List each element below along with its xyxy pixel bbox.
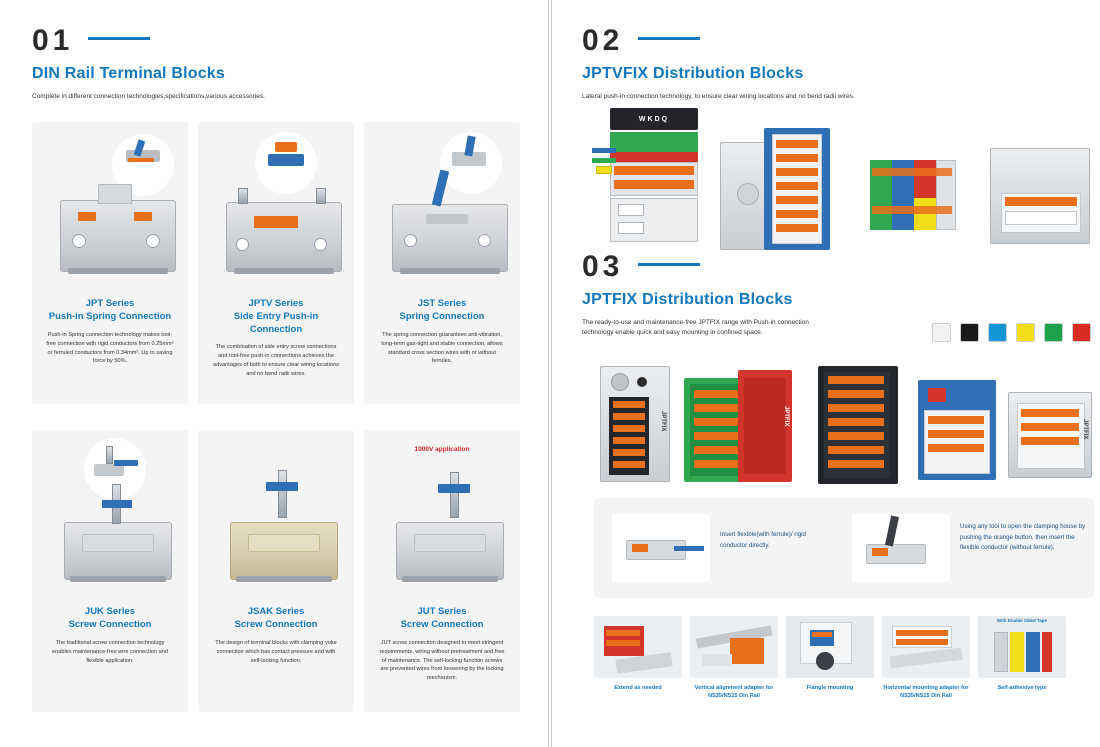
din-rail-foot xyxy=(402,576,498,582)
marker-label xyxy=(618,222,644,234)
callout-screw xyxy=(106,446,113,464)
right-column xyxy=(552,0,1100,747)
push-button-row xyxy=(606,640,640,646)
orange-terminal xyxy=(730,638,764,664)
module-red xyxy=(1042,632,1052,672)
callout-spring xyxy=(128,158,154,162)
section-rule xyxy=(638,37,700,40)
product-description: The spring connection guarantees anti-vibration, long-term gas-tight and stable connection, allows standard cross section wires with or without ferrules. xyxy=(381,331,503,365)
din-rail-foot xyxy=(70,576,166,582)
product-name: JSAK Series xyxy=(247,606,305,617)
callout-button xyxy=(275,142,297,152)
section-number: 02 xyxy=(582,24,624,57)
detail-callout-circle xyxy=(255,132,317,194)
green-block xyxy=(610,132,698,152)
jptfix-product-6 xyxy=(1008,392,1092,478)
wire-blue xyxy=(592,148,616,153)
terminal-window xyxy=(248,534,320,552)
knob xyxy=(816,652,834,670)
mounting-hole xyxy=(611,373,629,391)
swatch-red[interactable] xyxy=(1072,323,1091,342)
product-illustration xyxy=(374,438,510,606)
product-card[interactable] xyxy=(364,122,520,404)
jptvfix-product-4 xyxy=(990,148,1090,244)
screwdriver-shaft xyxy=(450,472,459,518)
detail-callout-circle xyxy=(440,132,502,194)
push-button-row xyxy=(828,376,884,384)
push-button-row xyxy=(613,401,645,408)
swatch-white[interactable] xyxy=(932,323,951,342)
section-01-header xyxy=(32,26,265,102)
push-button-row xyxy=(694,404,742,412)
conductor-hole xyxy=(478,234,491,247)
product-subname: Side Entry Push-in Connection xyxy=(233,310,319,335)
callout-body xyxy=(268,154,304,166)
conductor-hole xyxy=(146,234,160,248)
product-illustration xyxy=(208,130,344,298)
push-button xyxy=(78,212,96,221)
module-blue xyxy=(1026,632,1040,672)
section-subtitle: The ready-to-use and maintenance-free JPTFIX range with Push-in connection technology enable quick and easy mounting in confined space. xyxy=(582,319,809,337)
callout-wire xyxy=(114,460,138,466)
mounting-hole xyxy=(737,183,759,205)
din-rail-foot xyxy=(68,268,168,274)
voltage-badge: 1000V application xyxy=(414,446,470,453)
jptfix-product-1 xyxy=(600,366,670,482)
conductor-hole xyxy=(314,238,327,251)
jptvfix-product-2 xyxy=(764,128,830,250)
marker-strip xyxy=(1005,211,1077,225)
red-block xyxy=(610,152,698,162)
accessory-image xyxy=(690,616,778,678)
accessory-caption: Extend as needed xyxy=(614,685,662,691)
color-swatch-row xyxy=(932,323,1091,342)
product-illustration xyxy=(208,438,344,606)
push-button-row xyxy=(828,404,884,412)
section-title: JPTVFIX Distribution Blocks xyxy=(582,65,804,82)
product-illustration xyxy=(42,130,178,298)
yellow-module xyxy=(914,198,936,230)
swatch-green[interactable] xyxy=(1044,323,1063,342)
instruction-image-2 xyxy=(852,514,950,582)
jptvfix-product-1 xyxy=(592,108,702,248)
jptfix-product-5 xyxy=(918,380,996,480)
push-button-row xyxy=(928,430,984,438)
push-button-row xyxy=(812,632,832,637)
push-button-row xyxy=(828,446,884,454)
red-module xyxy=(914,160,936,198)
side-label: JPTFIX xyxy=(660,411,666,432)
tape-note: With Double Sided Tape xyxy=(997,618,1047,623)
brand-label: WKDQ xyxy=(610,108,698,130)
push-button-row xyxy=(1005,197,1077,206)
product-subname: Screw Connection xyxy=(234,618,318,630)
section-rule xyxy=(638,263,700,266)
screwdriver-shaft xyxy=(278,470,287,518)
section-03-header xyxy=(582,252,827,338)
push-button-row xyxy=(776,182,818,190)
push-button-row xyxy=(694,446,742,454)
terminal-body xyxy=(226,202,342,272)
push-button-row xyxy=(776,154,818,162)
swatch-yellow[interactable] xyxy=(1016,323,1035,342)
push-button-row xyxy=(776,196,818,204)
product-description: JUT screw connection designed to meet stringent requirements, wiring without pretreatment and free of maintenance. The self-locking function screws are prevented wires from loosening by the locking mechanism. xyxy=(379,639,505,682)
accessory-image xyxy=(882,616,970,678)
push-button-row xyxy=(613,413,645,420)
instruction-text-1: Insert flexible(with ferrule)/ rigid conductor directly. xyxy=(720,531,806,549)
product-card[interactable] xyxy=(32,430,188,712)
section-title: DIN Rail Terminal Blocks xyxy=(32,65,226,82)
push-button-row xyxy=(1021,423,1079,431)
product-subname: Screw Connection xyxy=(400,618,484,630)
accessory-item[interactable] xyxy=(786,616,874,701)
section-number: 03 xyxy=(582,250,624,283)
tool-grip xyxy=(102,500,132,508)
push-button-row xyxy=(694,418,742,426)
push-button-row xyxy=(928,416,984,424)
accessory-item[interactable] xyxy=(978,616,1066,701)
spring-slot xyxy=(426,214,468,224)
push-button-row xyxy=(828,460,884,468)
push-button xyxy=(872,548,888,556)
product-card[interactable] xyxy=(198,122,354,404)
swatch-blue[interactable] xyxy=(988,323,1007,342)
conductor-hole xyxy=(236,238,249,251)
accessory-row xyxy=(594,616,1066,701)
indicator-dot xyxy=(637,377,647,387)
din-rail-foot xyxy=(400,268,500,274)
product-illustration xyxy=(374,130,510,298)
section-02-header xyxy=(582,26,855,102)
push-button-row xyxy=(828,390,884,398)
push-button xyxy=(254,216,298,228)
push-button-row xyxy=(694,432,742,440)
product-card[interactable] xyxy=(32,122,188,404)
screwdriver xyxy=(432,169,449,206)
product-name: JUT Series xyxy=(417,606,467,617)
section-title: JPTFIX Distribution Blocks xyxy=(582,291,793,308)
push-button-row xyxy=(613,437,645,444)
product-subname: Screw Connection xyxy=(68,618,152,630)
accessory-caption: Flangle mounting xyxy=(806,685,854,691)
product-name: JPT Series xyxy=(85,298,135,309)
push-button-row xyxy=(928,444,984,452)
push-button xyxy=(632,544,648,552)
product-description: Push-in Spring connection technology makes tool-free connection with rigid conductors from 0.25mm² or ferruled conductors from 0.34mm². Up to saving force by 50%. xyxy=(46,331,174,365)
product-description: The design of terminal blocks with clamping yoke connection which has contact pressure and with self-locking function. xyxy=(215,639,337,664)
accessory-item[interactable] xyxy=(594,616,682,701)
screw-head xyxy=(238,188,248,204)
wire-green xyxy=(592,158,616,163)
push-button-row xyxy=(896,630,948,636)
jptfix-product-3 xyxy=(738,370,792,482)
product-subname: Push-in Spring Connection xyxy=(48,310,172,322)
product-name: JPTV Series xyxy=(248,298,304,309)
module-yellow xyxy=(1010,632,1024,672)
push-button-row xyxy=(1021,437,1079,445)
product-card[interactable] xyxy=(364,430,520,712)
product-card-row-1 xyxy=(32,122,520,404)
tool-tip xyxy=(885,515,899,546)
terminal-face xyxy=(744,378,786,474)
marker-label xyxy=(618,204,644,216)
tool-grip xyxy=(438,484,470,493)
screw-head xyxy=(316,188,326,204)
left-column xyxy=(0,0,548,747)
product-description: The traditional screw connection technology enables maintenance-free wire connection and flexible application. xyxy=(52,639,168,664)
push-button-row xyxy=(828,432,884,440)
conductor-hole xyxy=(72,234,86,248)
push-button-row xyxy=(776,224,818,232)
push-button-row xyxy=(896,639,948,645)
product-illustration xyxy=(42,438,178,606)
instruction-text-2: Using any tool to open the clamping house by pushing the orange button, then insert the flexible conductor (without ferrule). xyxy=(960,523,1086,552)
push-button-row xyxy=(872,168,952,176)
adapter xyxy=(702,654,732,666)
push-button-row xyxy=(613,425,645,432)
din-rail xyxy=(890,648,963,669)
product-name: JUK Series xyxy=(84,606,136,617)
product-description: The combination of side entry screw connections and tool-free push-in connections achieves the advantages of both to ensure clear wiring locations and no bend radii wires. xyxy=(213,344,339,378)
jptfix-product-4 xyxy=(818,366,898,484)
push-button-row xyxy=(828,418,884,426)
accessory-item[interactable] xyxy=(882,616,970,701)
terminal-window xyxy=(82,534,154,552)
jptvfix-product-3 xyxy=(870,160,958,242)
terminal-top xyxy=(98,184,132,204)
push-button-row xyxy=(614,166,694,175)
product-card[interactable] xyxy=(198,430,354,712)
ferrule xyxy=(596,166,612,174)
conductor xyxy=(674,546,704,551)
instructions-panel xyxy=(594,498,1094,598)
module xyxy=(994,632,1008,672)
instruction-image-1 xyxy=(612,514,710,582)
din-rail-foot xyxy=(234,268,334,274)
push-button-row xyxy=(613,461,645,468)
section-rule xyxy=(88,37,150,40)
push-button-row xyxy=(1021,409,1079,417)
push-button-row xyxy=(776,168,818,176)
push-button-row xyxy=(606,630,640,636)
terminal-window xyxy=(414,534,486,552)
product-card-row-2 xyxy=(32,430,520,712)
section-subtitle: Complete in different connection technologies,specifications,various accessories. xyxy=(32,93,265,100)
red-marker xyxy=(928,388,946,402)
side-label: JPTFIX xyxy=(783,406,789,427)
product-subname: Spring Connection xyxy=(399,310,485,322)
push-button-row xyxy=(694,460,742,468)
swatch-black[interactable] xyxy=(960,323,979,342)
section-subtitle: Lateral push-in connection technology, to ensure clear wiring locations and no bend radii wires. xyxy=(582,93,855,100)
tool-grip xyxy=(266,482,298,491)
section-number: 01 xyxy=(32,24,74,57)
push-button-row xyxy=(776,210,818,218)
push-button-row xyxy=(872,206,952,214)
side-label: JPTFIX xyxy=(1082,419,1088,440)
push-button-row xyxy=(776,140,818,148)
accessory-image xyxy=(978,616,1066,678)
product-name: JST Series xyxy=(417,298,467,309)
accessory-caption: Self-adhesive type xyxy=(997,685,1047,691)
accessory-item[interactable] xyxy=(690,616,778,701)
push-button xyxy=(134,212,152,221)
accessory-caption: Vertical alignment adapter for NS35/NS15 Din Rail xyxy=(694,685,774,700)
push-button-row xyxy=(613,449,645,456)
accessory-image xyxy=(594,616,682,678)
push-button-row xyxy=(694,390,742,398)
accessory-image xyxy=(786,616,874,678)
din-rail-foot xyxy=(236,576,332,582)
push-button-row xyxy=(614,180,694,189)
conductor-hole xyxy=(404,234,417,247)
accessory-caption: Horizontal mounting adapter for NS35/NS15 Din Rail xyxy=(883,685,969,700)
